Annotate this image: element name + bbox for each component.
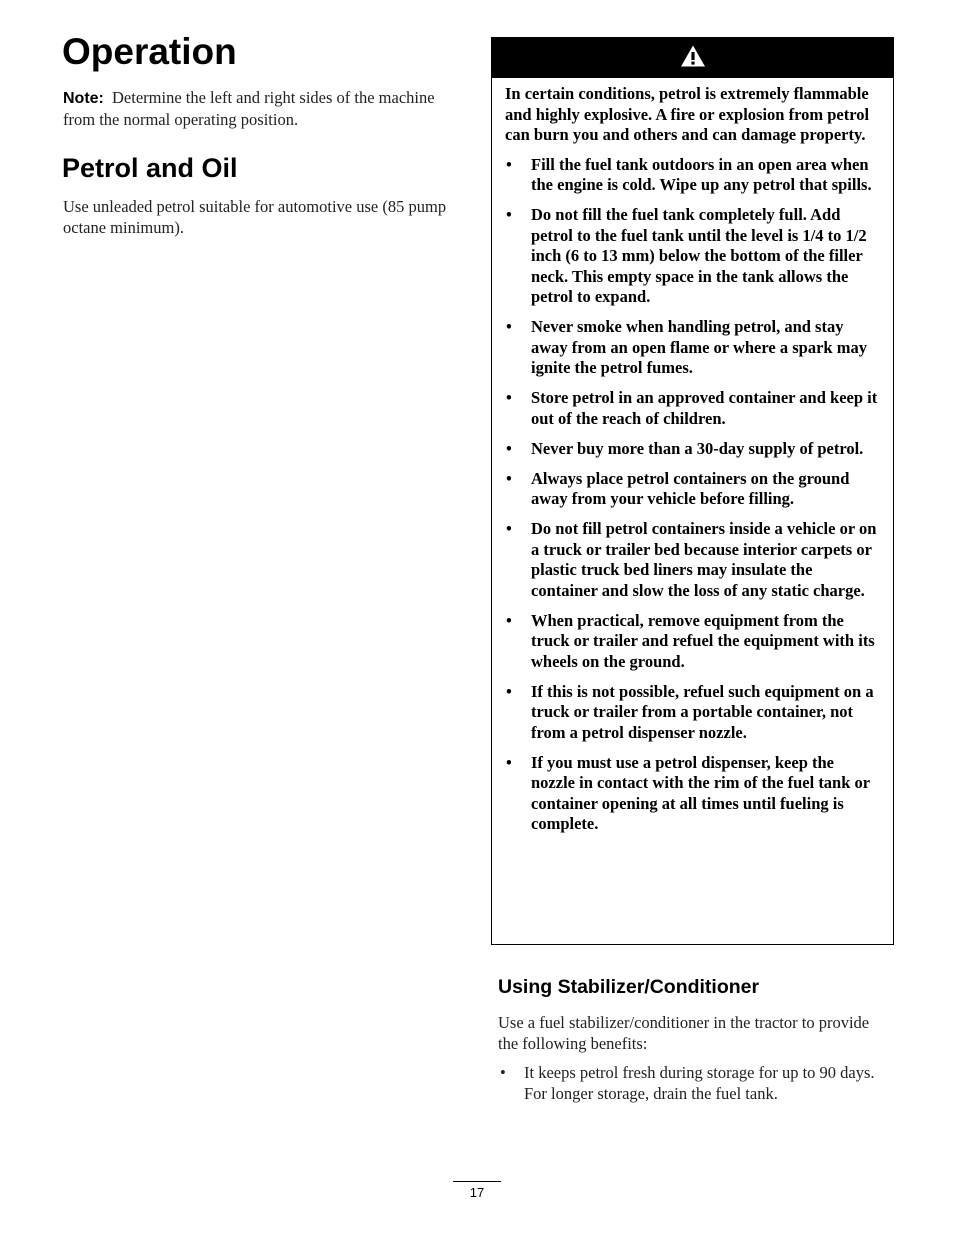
footer-rule: [453, 1181, 501, 1182]
warning-item: • Do not fill petrol containers inside a vehicle or on a truck or trailer bed because interior carpets or plastic truck bed liners may insulate the container and slow the loss of any static charge.: [505, 519, 881, 601]
note-paragraph: [63, 87, 443, 130]
list-item: • It keeps petrol fresh during storage for up to 90 days. For longer storage, drain the fuel tank.: [498, 1063, 888, 1104]
warning-list: [505, 155, 881, 835]
page-title: Operation: [62, 31, 237, 72]
warning-item: • Fill the fuel tank outdoors in an open area when the engine is cold. Wipe up any petrol that spills.: [505, 155, 881, 196]
warning-item: • Store petrol in an approved container and keep it out of the reach of children.: [505, 388, 881, 429]
note-label: Note:: [63, 90, 104, 107]
warning-content: [492, 78, 893, 835]
warning-header: [492, 38, 893, 78]
warning-intro: In certain conditions, petrol is extremely flammable and highly explosive. A fire or explosion from petrol can burn you and others and can damage property.: [505, 84, 870, 144]
sub-body-stabilizer: Use a fuel stabilizer/conditioner in the tractor to provide the following benefits:: [498, 1013, 870, 1053]
page-number: 17: [469, 1185, 485, 1200]
note-text: Determine the left and right sides of the machine from the normal operating position.: [63, 88, 435, 129]
warning-item: • When practical, remove equipment from the truck or trailer and refuel the equipment with its wheels on the ground.: [505, 611, 881, 673]
warning-item: • If this is not possible, refuel such equipment on a truck or trailer from a portable container, not from a petrol dispenser nozzle.: [505, 682, 881, 744]
warning-item: • Never buy more than a 30-day supply of petrol.: [505, 439, 881, 460]
stabilizer-benefits-list: [498, 1063, 888, 1104]
warning-item: • Do not fill the fuel tank completely full. Add petrol to the fuel tank until the level is 1/4 to 1/2 inch (6 to 13 mm) below the bottom of the filler neck. This empty space in the tank allows the petrol to expand.: [505, 205, 881, 308]
warning-item: • Never smoke when handling petrol, and stay away from an open flame or where a spark may ignite the petrol fumes.: [505, 317, 881, 379]
warning-box: [491, 37, 894, 945]
sub-heading-stabilizer: Using Stabilizer/Conditioner: [498, 976, 760, 998]
warning-item: • Always place petrol containers on the ground away from your vehicle before filling.: [505, 469, 881, 510]
warning-item: • If you must use a petrol dispenser, keep the nozzle in contact with the rim of the fuel tank or container opening at all times until fueling is complete.: [505, 753, 881, 835]
section-heading-petrol-and-oil: Petrol and Oil: [62, 153, 238, 183]
section-body-petrol-and-oil: Use unleaded petrol suitable for automotive use (85 pump octane minimum).: [63, 197, 447, 237]
warning-triangle-icon: [680, 44, 706, 73]
